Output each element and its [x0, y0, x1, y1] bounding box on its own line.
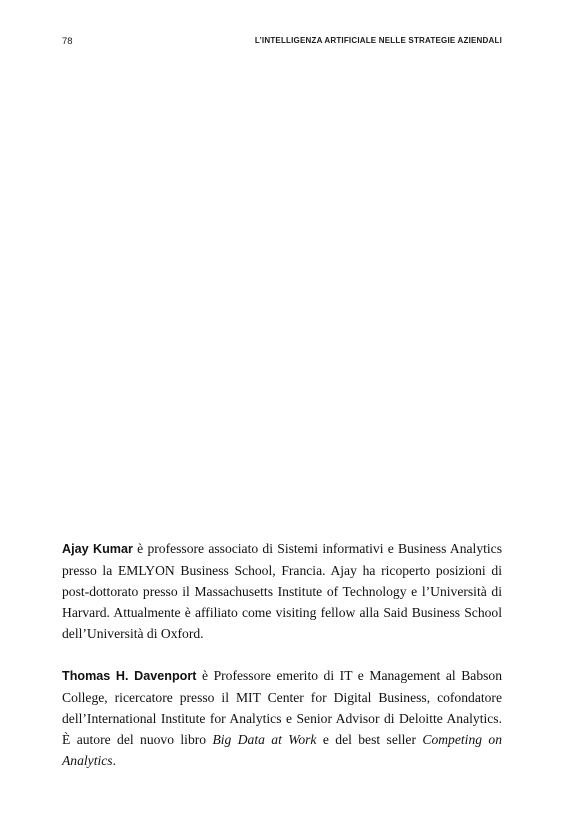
author-name: Ajay Kumar — [62, 542, 133, 556]
author-bios — [62, 538, 502, 771]
running-header: L’INTELLIGENZA ARTIFICIALE NELLE STRATEGIE AZIENDALI — [254, 36, 502, 45]
bio-text: . — [112, 753, 116, 768]
book-title: Big Data at Work — [212, 732, 317, 747]
bio-thomas-davenport — [62, 665, 502, 771]
bio-text: e del best seller — [316, 732, 423, 747]
bio-text: è Professore emerito di IT e Management al Babson College, ricercatore presso il MIT Center for Digital Business, cofondatore dell’International Institute for Analytics e Senior Advisor di Deloitte Analytics. È autore del nuovo libro — [62, 668, 503, 747]
author-name: Thomas H. Davenport — [62, 669, 197, 683]
bio-text: è professore associato di Sistemi informativi e Business Analytics presso la EMLYON Business School, Francia. Ajay ha ricoperto posizioni di post-dottorato presso il Massachusetts Institute of Technology e l’Università di Harvard. Attualmente è affiliato come visiting fellow alla Said Business School dell’Università di Oxford. — [62, 541, 503, 641]
book-title: Competing on Analytics — [62, 732, 503, 768]
page-number: 78 — [62, 36, 73, 47]
bio-ajay-kumar — [62, 538, 502, 644]
